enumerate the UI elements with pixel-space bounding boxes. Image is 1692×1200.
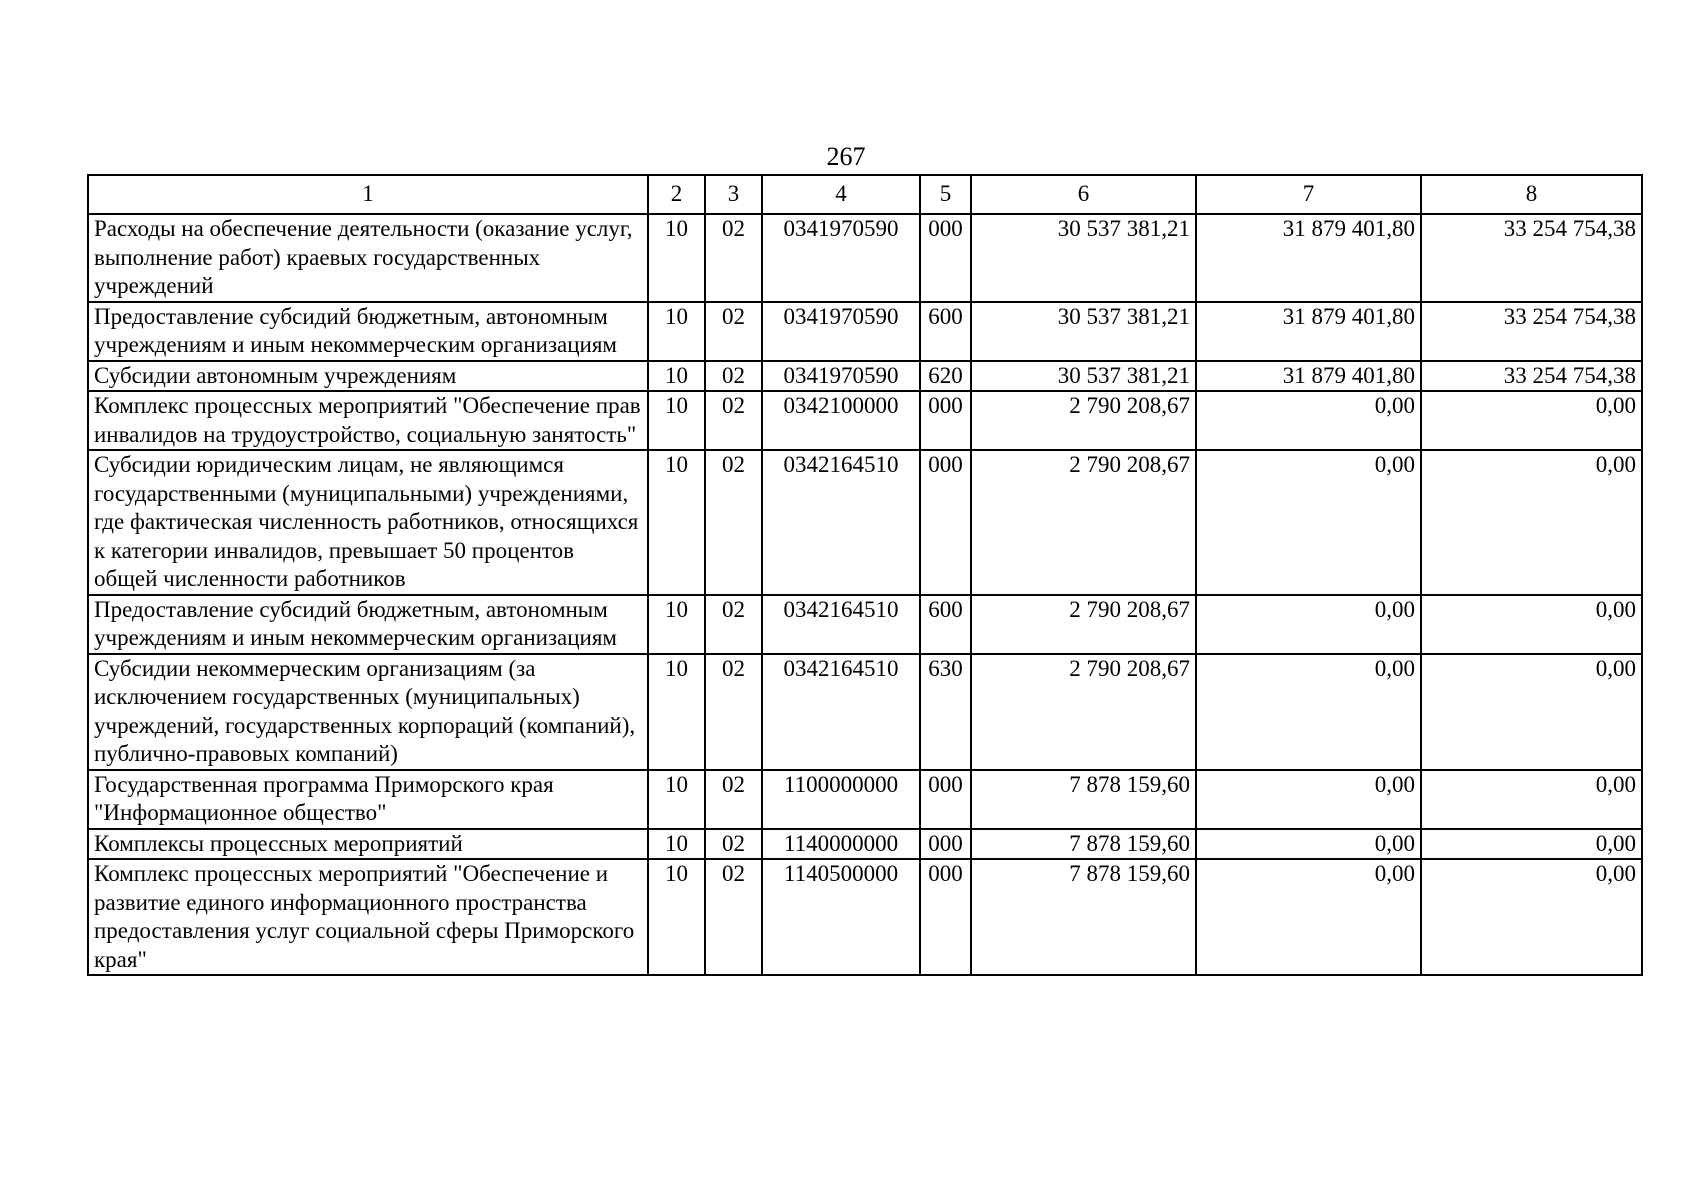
- amount-year1: 2 790 208,67: [971, 391, 1196, 450]
- subsection-code: 02: [705, 450, 762, 595]
- table-row: [88, 770, 1642, 829]
- type-code: 000: [920, 214, 971, 302]
- section-code: 10: [648, 595, 705, 654]
- expense-name: Расходы на обеспечение деятельности (оказание услуг, выполнение работ) краевых государственных учреждений: [88, 214, 648, 302]
- target-code: 0342100000: [762, 391, 920, 450]
- amount-year2: 0,00: [1196, 770, 1421, 829]
- amount-year2: 0,00: [1196, 391, 1421, 450]
- header-cell: 7: [1196, 175, 1421, 214]
- amount-year3: 0,00: [1421, 654, 1642, 770]
- amount-year1: 7 878 159,60: [971, 829, 1196, 860]
- table-row: [88, 829, 1642, 860]
- amount-year2: 0,00: [1196, 450, 1421, 595]
- type-code: 620: [920, 361, 971, 392]
- amount-year1: 30 537 381,21: [971, 361, 1196, 392]
- table-row: [88, 595, 1642, 654]
- amount-year2: 31 879 401,80: [1196, 214, 1421, 302]
- header-cell: 5: [920, 175, 971, 214]
- amount-year2: 0,00: [1196, 859, 1421, 975]
- header-cell: 6: [971, 175, 1196, 214]
- table-row: [88, 450, 1642, 595]
- amount-year3: 0,00: [1421, 829, 1642, 860]
- amount-year3: 33 254 754,38: [1421, 302, 1642, 361]
- header-cell: 1: [88, 175, 648, 214]
- expense-name: Государственная программа Приморского края "Информационное общество": [88, 770, 648, 829]
- subsection-code: 02: [705, 361, 762, 392]
- subsection-code: 02: [705, 859, 762, 975]
- amount-year1: 7 878 159,60: [971, 770, 1196, 829]
- header-cell: 3: [705, 175, 762, 214]
- amount-year2: 31 879 401,80: [1196, 302, 1421, 361]
- header-row: [88, 175, 1642, 214]
- amount-year2: 0,00: [1196, 595, 1421, 654]
- type-code: 000: [920, 829, 971, 860]
- type-code: 600: [920, 302, 971, 361]
- amount-year1: 30 537 381,21: [971, 214, 1196, 302]
- target-code: 0342164510: [762, 450, 920, 595]
- header-cell: 2: [648, 175, 705, 214]
- section-code: 10: [648, 770, 705, 829]
- table-row: [88, 361, 1642, 392]
- amount-year2: 0,00: [1196, 829, 1421, 860]
- section-code: 10: [648, 391, 705, 450]
- amount-year1: 2 790 208,67: [971, 654, 1196, 770]
- subsection-code: 02: [705, 595, 762, 654]
- target-code: 0342164510: [762, 654, 920, 770]
- page-number: 267: [826, 142, 866, 171]
- budget-table: [87, 174, 1643, 976]
- amount-year3: 33 254 754,38: [1421, 214, 1642, 302]
- amount-year1: 30 537 381,21: [971, 302, 1196, 361]
- subsection-code: 02: [705, 770, 762, 829]
- expense-name: Субсидии автономным учреждениям: [88, 361, 648, 392]
- section-code: 10: [648, 302, 705, 361]
- type-code: 630: [920, 654, 971, 770]
- target-code: 1140000000: [762, 829, 920, 860]
- target-code: 1100000000: [762, 770, 920, 829]
- type-code: 600: [920, 595, 971, 654]
- expense-name: Комплекс процессных мероприятий "Обеспечение прав инвалидов на трудоустройство, социальную занятость": [88, 391, 648, 450]
- section-code: 10: [648, 829, 705, 860]
- section-code: 10: [648, 450, 705, 595]
- subsection-code: 02: [705, 829, 762, 860]
- amount-year1: 2 790 208,67: [971, 450, 1196, 595]
- table-row: [88, 214, 1642, 302]
- amount-year1: 2 790 208,67: [971, 595, 1196, 654]
- target-code: 0341970590: [762, 302, 920, 361]
- amount-year1: 7 878 159,60: [971, 859, 1196, 975]
- expense-name: Комплексы процессных мероприятий: [88, 829, 648, 860]
- section-code: 10: [648, 859, 705, 975]
- expense-name: Субсидии юридическим лицам, не являющимся государственными (муниципальными) учреждениями, где фактическая численность работников, относящихся к категории инвалидов, превышает 50 процентов общей численности работников: [88, 450, 648, 595]
- amount-year2: 0,00: [1196, 654, 1421, 770]
- expense-name: Предоставление субсидий бюджетным, автономным учреждениям и иным некоммерческим организациям: [88, 595, 648, 654]
- header-cell: 4: [762, 175, 920, 214]
- type-code: 000: [920, 391, 971, 450]
- subsection-code: 02: [705, 654, 762, 770]
- amount-year3: 0,00: [1421, 595, 1642, 654]
- amount-year3: 0,00: [1421, 391, 1642, 450]
- table-row: [88, 859, 1642, 975]
- expense-name: Комплекс процессных мероприятий "Обеспечение и развитие единого информационного пространства предоставления услуг социальной сферы Приморского края": [88, 859, 648, 975]
- type-code: 000: [920, 450, 971, 595]
- amount-year3: 33 254 754,38: [1421, 361, 1642, 392]
- section-code: 10: [648, 361, 705, 392]
- header-cell: 8: [1421, 175, 1642, 214]
- table-row: [88, 302, 1642, 361]
- subsection-code: 02: [705, 214, 762, 302]
- expense-name: Предоставление субсидий бюджетным, автономным учреждениям и иным некоммерческим организациям: [88, 302, 648, 361]
- target-code: 0342164510: [762, 595, 920, 654]
- subsection-code: 02: [705, 391, 762, 450]
- amount-year3: 0,00: [1421, 450, 1642, 595]
- table-row: [88, 391, 1642, 450]
- amount-year3: 0,00: [1421, 770, 1642, 829]
- target-code: 0341970590: [762, 214, 920, 302]
- table-row: [88, 654, 1642, 770]
- expense-name: Субсидии некоммерческим организациям (за исключением государственных (муниципальных) учреждений, государственных корпораций (компаний), публично-правовых компаний): [88, 654, 648, 770]
- section-code: 10: [648, 654, 705, 770]
- section-code: 10: [648, 214, 705, 302]
- amount-year2: 31 879 401,80: [1196, 361, 1421, 392]
- target-code: 0341970590: [762, 361, 920, 392]
- target-code: 1140500000: [762, 859, 920, 975]
- subsection-code: 02: [705, 302, 762, 361]
- amount-year3: 0,00: [1421, 859, 1642, 975]
- type-code: 000: [920, 859, 971, 975]
- type-code: 000: [920, 770, 971, 829]
